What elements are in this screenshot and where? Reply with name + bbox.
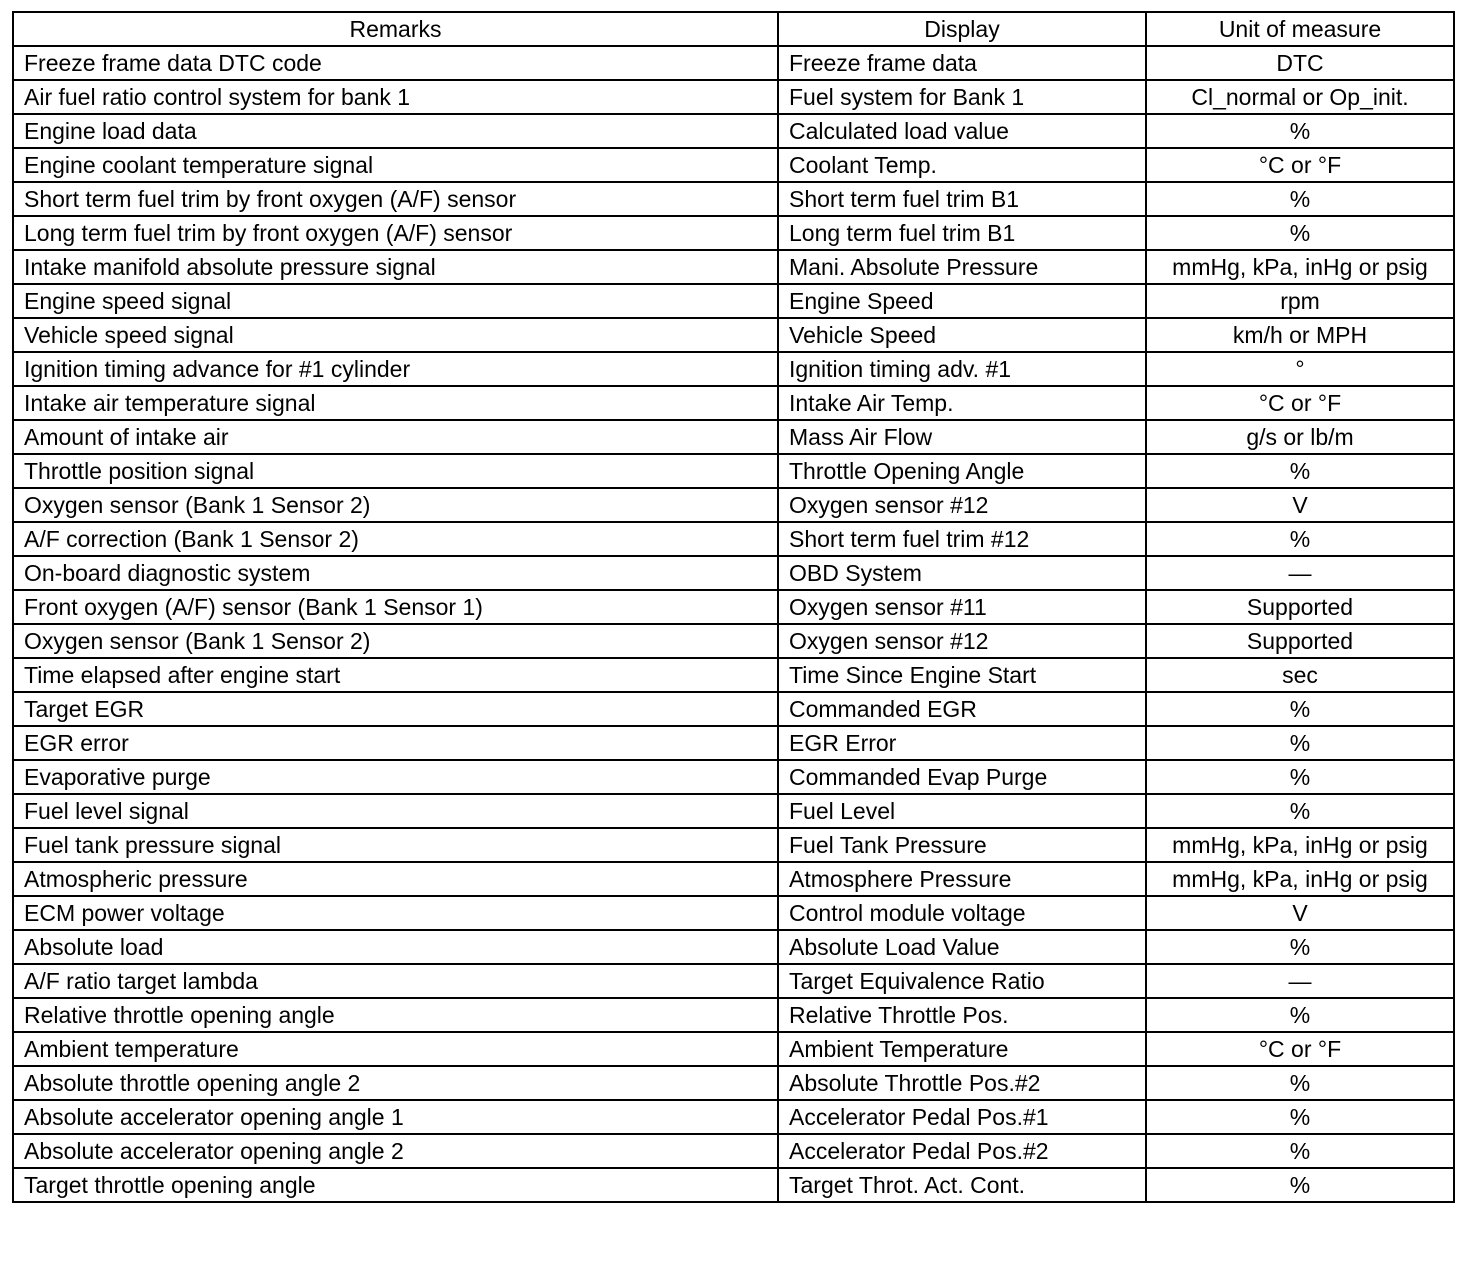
display-cell: Short term fuel trim #12 [778, 522, 1146, 556]
unit-cell: sec [1146, 658, 1454, 692]
display-cell: Calculated load value [778, 114, 1146, 148]
unit-cell: % [1146, 998, 1454, 1032]
display-cell: Target Equivalence Ratio [778, 964, 1146, 998]
display-cell: Coolant Temp. [778, 148, 1146, 182]
table-row [13, 420, 1454, 454]
table-row [13, 318, 1454, 352]
display-cell: Ambient Temperature [778, 1032, 1146, 1066]
table-row [13, 386, 1454, 420]
table-row [13, 862, 1454, 896]
unit-cell: % [1146, 1100, 1454, 1134]
display-cell: OBD System [778, 556, 1146, 590]
table-row [13, 352, 1454, 386]
table-row [13, 658, 1454, 692]
remarks-cell: Vehicle speed signal [13, 318, 778, 352]
display-cell: Oxygen sensor #12 [778, 624, 1146, 658]
unit-cell: ° [1146, 352, 1454, 386]
remarks-cell: Ignition timing advance for #1 cylinder [13, 352, 778, 386]
remarks-cell: Freeze frame data DTC code [13, 46, 778, 80]
table-row [13, 488, 1454, 522]
remarks-cell: Absolute load [13, 930, 778, 964]
unit-cell: °C or °F [1146, 1032, 1454, 1066]
table-row [13, 148, 1454, 182]
table-row [13, 284, 1454, 318]
table-row [13, 760, 1454, 794]
remarks-cell: Throttle position signal [13, 454, 778, 488]
table-row [13, 1032, 1454, 1066]
table-row [13, 794, 1454, 828]
remarks-cell: Absolute accelerator opening angle 1 [13, 1100, 778, 1134]
table-row [13, 624, 1454, 658]
header-display: Display [778, 12, 1146, 46]
unit-cell: % [1146, 454, 1454, 488]
remarks-cell: Atmospheric pressure [13, 862, 778, 896]
table-header [13, 12, 1454, 46]
remarks-cell: Oxygen sensor (Bank 1 Sensor 2) [13, 624, 778, 658]
remarks-cell: Intake air temperature signal [13, 386, 778, 420]
display-cell: Absolute Throttle Pos.#2 [778, 1066, 1146, 1100]
table-row [13, 828, 1454, 862]
remarks-cell: Engine load data [13, 114, 778, 148]
table-row [13, 556, 1454, 590]
table-row [13, 964, 1454, 998]
unit-cell: % [1146, 114, 1454, 148]
display-cell: Relative Throttle Pos. [778, 998, 1146, 1032]
unit-cell: % [1146, 1134, 1454, 1168]
header-row [13, 12, 1454, 46]
header-unit-of-measure: Unit of measure [1146, 12, 1454, 46]
display-cell: Short term fuel trim B1 [778, 182, 1146, 216]
unit-cell: % [1146, 522, 1454, 556]
remarks-cell: Relative throttle opening angle [13, 998, 778, 1032]
display-cell: Target Throt. Act. Cont. [778, 1168, 1146, 1202]
display-cell: Intake Air Temp. [778, 386, 1146, 420]
unit-cell: Cl_normal or Op_init. [1146, 80, 1454, 114]
table-row [13, 930, 1454, 964]
display-cell: Atmosphere Pressure [778, 862, 1146, 896]
unit-cell: °C or °F [1146, 148, 1454, 182]
display-cell: Commanded EGR [778, 692, 1146, 726]
remarks-cell: Engine speed signal [13, 284, 778, 318]
table-row [13, 896, 1454, 930]
unit-cell: — [1146, 964, 1454, 998]
display-cell: Vehicle Speed [778, 318, 1146, 352]
unit-cell: % [1146, 726, 1454, 760]
remarks-cell: Fuel tank pressure signal [13, 828, 778, 862]
table-row [13, 1168, 1454, 1202]
table-row [13, 998, 1454, 1032]
unit-cell: °C or °F [1146, 386, 1454, 420]
unit-cell: km/h or MPH [1146, 318, 1454, 352]
remarks-cell: A/F ratio target lambda [13, 964, 778, 998]
table-row [13, 692, 1454, 726]
unit-cell: V [1146, 896, 1454, 930]
remarks-cell: ECM power voltage [13, 896, 778, 930]
remarks-cell: Target EGR [13, 692, 778, 726]
remarks-cell: Engine coolant temperature signal [13, 148, 778, 182]
remarks-cell: Target throttle opening angle [13, 1168, 778, 1202]
unit-cell: % [1146, 930, 1454, 964]
table-row [13, 590, 1454, 624]
table-row [13, 1066, 1454, 1100]
unit-cell: % [1146, 216, 1454, 250]
table-row [13, 522, 1454, 556]
remarks-cell: Short term fuel trim by front oxygen (A/F) sensor [13, 182, 778, 216]
table-row [13, 726, 1454, 760]
remarks-cell: Air fuel ratio control system for bank 1 [13, 80, 778, 114]
unit-cell: % [1146, 794, 1454, 828]
table-row [13, 182, 1454, 216]
table-row [13, 454, 1454, 488]
display-cell: Accelerator Pedal Pos.#1 [778, 1100, 1146, 1134]
unit-cell: DTC [1146, 46, 1454, 80]
display-cell: Commanded Evap Purge [778, 760, 1146, 794]
remarks-cell: Amount of intake air [13, 420, 778, 454]
table-row [13, 1134, 1454, 1168]
display-cell: Control module voltage [778, 896, 1146, 930]
table-row [13, 114, 1454, 148]
header-remarks: Remarks [13, 12, 778, 46]
remarks-cell: Long term fuel trim by front oxygen (A/F) sensor [13, 216, 778, 250]
remarks-cell: Intake manifold absolute pressure signal [13, 250, 778, 284]
remarks-cell: Ambient temperature [13, 1032, 778, 1066]
table-row [13, 216, 1454, 250]
table-row [13, 1100, 1454, 1134]
remarks-cell: Oxygen sensor (Bank 1 Sensor 2) [13, 488, 778, 522]
unit-cell: Supported [1146, 590, 1454, 624]
display-cell: Oxygen sensor #12 [778, 488, 1146, 522]
display-cell: Accelerator Pedal Pos.#2 [778, 1134, 1146, 1168]
unit-cell: rpm [1146, 284, 1454, 318]
unit-cell: — [1146, 556, 1454, 590]
remarks-cell: Fuel level signal [13, 794, 778, 828]
unit-cell: mmHg, kPa, inHg or psig [1146, 250, 1454, 284]
unit-cell: % [1146, 1168, 1454, 1202]
unit-cell: % [1146, 182, 1454, 216]
remarks-cell: On-board diagnostic system [13, 556, 778, 590]
unit-cell: % [1146, 1066, 1454, 1100]
display-cell: Freeze frame data [778, 46, 1146, 80]
table-row [13, 250, 1454, 284]
display-cell: Throttle Opening Angle [778, 454, 1146, 488]
table-row [13, 80, 1454, 114]
obd-data-table [12, 11, 1455, 1203]
remarks-cell: Absolute throttle opening angle 2 [13, 1066, 778, 1100]
unit-cell: % [1146, 760, 1454, 794]
display-cell: Fuel Tank Pressure [778, 828, 1146, 862]
display-cell: Oxygen sensor #11 [778, 590, 1146, 624]
display-cell: Fuel system for Bank 1 [778, 80, 1146, 114]
table-body [13, 46, 1454, 1202]
display-cell: Time Since Engine Start [778, 658, 1146, 692]
unit-cell: mmHg, kPa, inHg or psig [1146, 828, 1454, 862]
display-cell: Mani. Absolute Pressure [778, 250, 1146, 284]
remarks-cell: A/F correction (Bank 1 Sensor 2) [13, 522, 778, 556]
unit-cell: g/s or lb/m [1146, 420, 1454, 454]
unit-cell: Supported [1146, 624, 1454, 658]
display-cell: Long term fuel trim B1 [778, 216, 1146, 250]
unit-cell: mmHg, kPa, inHg or psig [1146, 862, 1454, 896]
display-cell: EGR Error [778, 726, 1146, 760]
display-cell: Mass Air Flow [778, 420, 1146, 454]
display-cell: Fuel Level [778, 794, 1146, 828]
display-cell: Ignition timing adv. #1 [778, 352, 1146, 386]
remarks-cell: Time elapsed after engine start [13, 658, 778, 692]
remarks-cell: Front oxygen (A/F) sensor (Bank 1 Sensor 1) [13, 590, 778, 624]
table-row [13, 46, 1454, 80]
remarks-cell: Absolute accelerator opening angle 2 [13, 1134, 778, 1168]
display-cell: Engine Speed [778, 284, 1146, 318]
display-cell: Absolute Load Value [778, 930, 1146, 964]
unit-cell: % [1146, 692, 1454, 726]
remarks-cell: Evaporative purge [13, 760, 778, 794]
unit-cell: V [1146, 488, 1454, 522]
remarks-cell: EGR error [13, 726, 778, 760]
